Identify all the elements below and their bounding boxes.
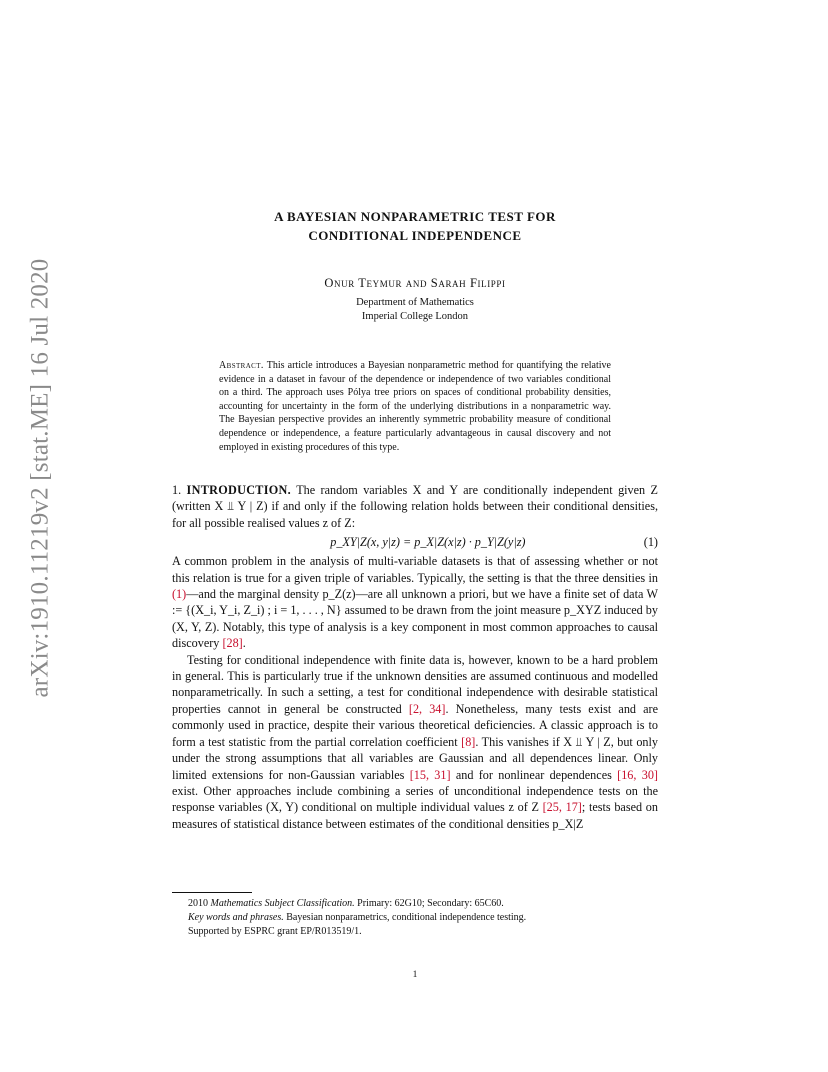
author-list: Onur Teymur and Sarah Filippi: [324, 276, 506, 290]
paragraph-2-text-e: exist. Other approaches include combining a series of unconditional independence tests on the response variables (X, Y) conditional on multiple individual values z of Z: [172, 783, 658, 815]
citation-link[interactable]: [25, 17]: [542, 800, 582, 815]
paragraph-1-text-a: A common problem in the analysis of multi-variable datasets is that of assessing whether or not this relation is true for a given triple of variables. Typically, the setting is that the three densities in: [172, 554, 658, 585]
main-text: [172, 482, 658, 832]
abstract-text: This article introduces a Bayesian nonparametric method for quantifying the relative evidence in a dataset in favour of the dependence or independence of two variables conditional on a third. The approach uses Pólya tree priors on spaces of conditional probability densities, accounting for uncertainty in the form of the underlying distributions in a nonparametric way. The Bayesian perspective provides an inherently symmetric probability measure of conditional dependence or independence, a feature particularly advantageous in causal discovery and not employed in existing procedures of this type.: [219, 360, 611, 453]
section-intro-text: The random variables X and Y are conditionally independent given Z (written X ⫫ Y | Z) if and only if the following relation holds between their conditional densities, for all possible realised values z of Z:: [172, 483, 658, 530]
section-title: INTRODUCTION.: [186, 483, 292, 497]
citation-link[interactable]: [8]: [461, 734, 476, 749]
equation-number: (1): [643, 535, 658, 550]
equation-1: [172, 534, 658, 550]
equation-body: p_XY|Z(x, y|z) = p_X|Z(x|z) · p_Y|Z(y|z): [330, 535, 526, 550]
paragraph-2-text-b: . Nonetheless, many tests exist and are commonly used in practice, despite their various theoretical deficiencies. A classic approach is to form a test statistic from the partial correlation coefficient: [172, 701, 658, 749]
footnotes: [188, 897, 658, 938]
paragraph-1: [172, 553, 658, 651]
paragraph-2-text-d: and for nonlinear dependences: [450, 767, 618, 782]
footnote-keywords: [188, 911, 658, 925]
footnote-support: Supported by ESPRC grant EP/R013519/1.: [188, 925, 362, 937]
affiliation: [172, 296, 658, 324]
paragraph-2-text-f: ; tests based on measures of statistical distance between estimates of the conditional densities p_X|Z: [172, 800, 658, 831]
arxiv-identifier: arXiv:1910.11219v2 [stat.ME] 16 Jul 2020: [26, 258, 54, 698]
paragraph-1-text-c: .: [242, 636, 246, 651]
msc-label: Mathematics Subject Classification.: [210, 898, 355, 909]
msc-year: 2010: [188, 898, 208, 909]
abstract: [219, 359, 611, 454]
citation-link[interactable]: [15, 31]: [409, 767, 451, 782]
title-line-2: CONDITIONAL INDEPENDENCE: [308, 228, 522, 243]
page-number: 1: [412, 970, 418, 980]
citation-link[interactable]: [16, 30]: [617, 767, 658, 782]
paper-title: [172, 207, 658, 245]
arxiv-side-stamp: [22, 258, 58, 698]
paragraph-1-text-b: —and the marginal density p_Z(z)—are all unknown a priori, but we have a finite set of data W := {(X_i, Y_i, Z_i) ; i = 1, . . . , N} assumed to be drawn from the joint measure p_XYZ induced by (X, Y, Z). Notably, this type of analysis is a key component in most common approaches to causal discovery: [172, 587, 658, 651]
paragraph-2-text-c: . This vanishes if X ⫫ Y | Z, but only under the strong assumptions that all variables are Gaussian and all dependences linear. Only limited extensions for non-Gaussian variables: [172, 734, 658, 782]
keywords-text: Bayesian nonparametrics, conditional independence testing.: [286, 911, 527, 923]
msc-text: Primary: 62G10; Secondary: 65C60.: [357, 898, 504, 909]
footnote-msc: [188, 897, 658, 911]
paragraph-2: [172, 652, 658, 832]
equation-ref-link[interactable]: (1): [172, 587, 187, 602]
citation-link[interactable]: [28]: [222, 636, 243, 651]
institution: Imperial College London: [361, 311, 469, 322]
section-number: 1.: [172, 483, 182, 497]
abstract-label: Abstract.: [219, 360, 264, 371]
citation-link[interactable]: [2, 34]: [408, 701, 446, 716]
section-intro-paragraph: [172, 482, 658, 531]
department: Department of Mathematics: [356, 297, 474, 308]
title-line-1: A BAYESIAN NONPARAMETRIC TEST FOR: [274, 209, 556, 224]
paragraph-2-text-a: Testing for conditional independence with finite data is, however, known to be a hard problem in general. This is particularly true if the unknown densities are assumed continuous and modelled nonparametrically. In such a setting, a test for conditional independence with desirable statistical properties cannot in general be constructed: [172, 652, 658, 716]
keywords-label: Key words and phrases.: [188, 911, 284, 923]
footnote-rule: [172, 892, 252, 893]
